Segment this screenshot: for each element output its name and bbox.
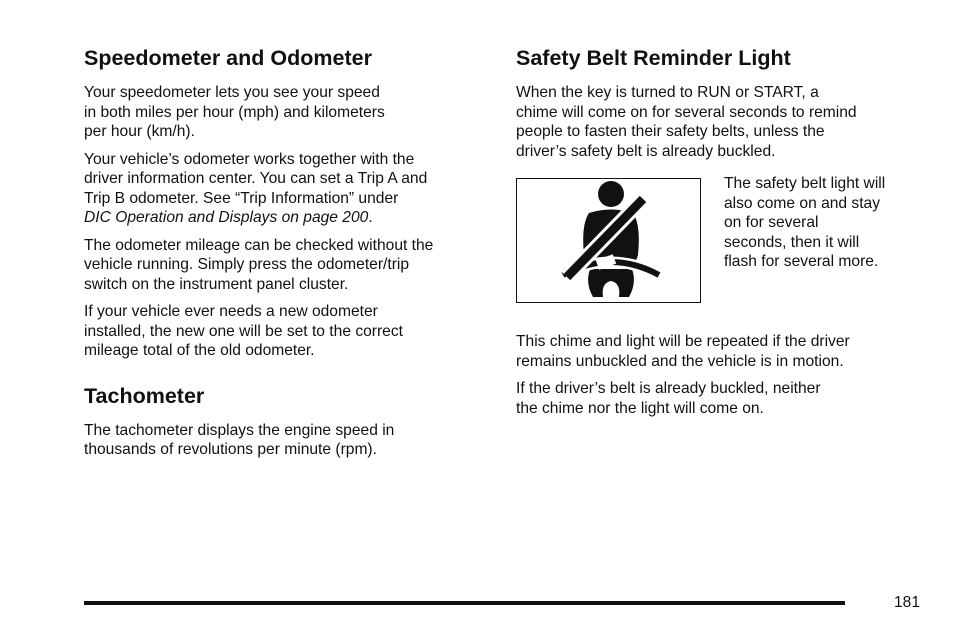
dic-cross-reference: DIC Operation and Displays on page 200 <box>84 209 369 226</box>
speedometer-paragraph: Your speedometer lets you see your speed in both miles per hour (mph) and kilometers per hour (km/h). <box>84 84 385 140</box>
left-column <box>84 44 494 468</box>
chime-repeat-paragraph: This chime and light will be repeated if the driver remains unbuckled and the vehicle is in motion. <box>516 333 850 370</box>
safety-belt-intro-paragraph: When the key is turned to RUN or START, a chime will come on for several seconds to remind people to fasten their safety belts, unless the driver’s safety belt is already buckled. <box>516 84 857 160</box>
safety-belt-heading: Safety Belt Reminder Light <box>516 46 791 70</box>
odometer-period: . <box>368 209 373 226</box>
page-number: 181 <box>893 594 920 611</box>
odometer-paragraph <box>84 150 494 228</box>
footer-rule <box>84 601 845 605</box>
speedometer-odometer-heading: Speedometer and Odometer <box>84 46 372 70</box>
right-column <box>516 44 916 426</box>
buckled-paragraph: If the driver’s belt is already buckled, neither the chime nor the light will come on. <box>516 380 821 417</box>
tachometer-heading: Tachometer <box>84 383 205 408</box>
odometer-check-paragraph: The odometer mileage can be checked without the vehicle running. Simply press the odometer/trip switch on the instrument panel cluster. <box>84 236 434 293</box>
seatbelt-warning-icon <box>517 179 699 301</box>
tachometer-paragraph: The tachometer displays the engine speed in thousands of revolutions per minute (rpm). <box>84 421 395 458</box>
odometer-replace-paragraph: If your vehicle ever needs a new odometer installed, the new one will be set to the correct mileage total of the old odometer. <box>84 303 403 359</box>
figure-caption: The safety belt light will also come on and stay on for several seconds, then it will flash for several more. <box>724 175 886 270</box>
odometer-text: Your vehicle’s odometer works together with the driver information center. You can set a Trip A and Trip B odometer. See “Trip Information” under <box>84 150 428 207</box>
figure-row <box>516 175 916 332</box>
seatbelt-figure <box>516 178 701 303</box>
